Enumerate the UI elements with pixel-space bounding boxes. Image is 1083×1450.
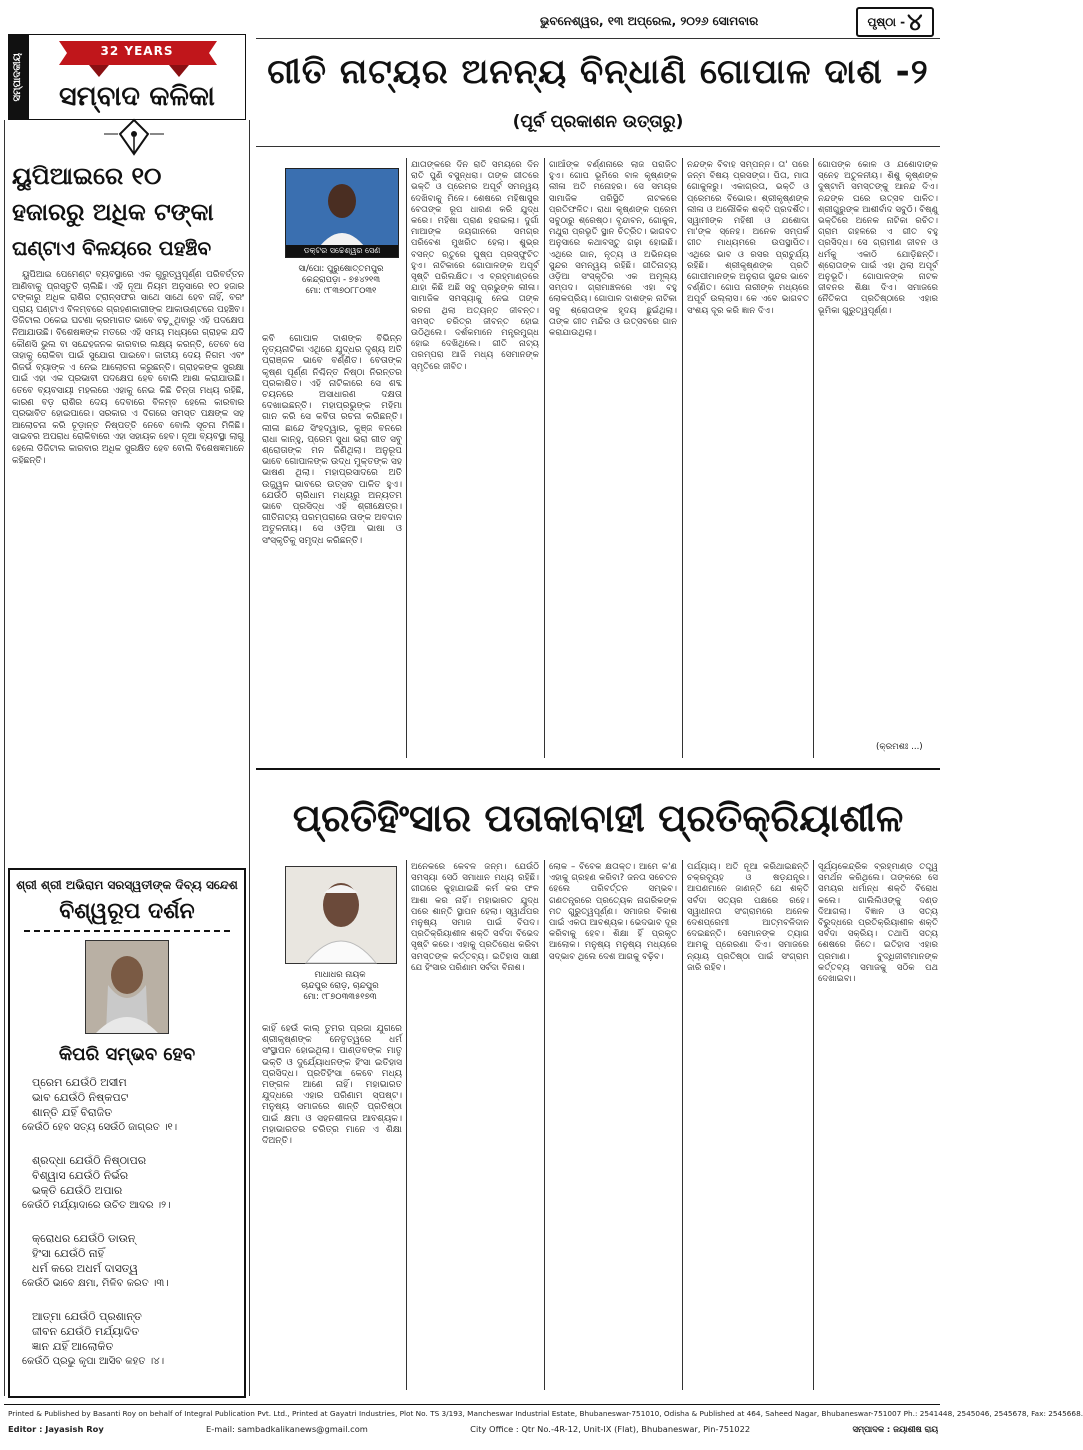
article2-column-2: ଅନେକରେ କେବଳ ଜନ୍ମ। ଯେଉଁଠି ସମସ୍ୟା ସେଠି ସମାଧାନ ମଧ୍ୟ ରହିଛି। ଗୀତାରେ କୁହାଯାଇଛି କର୍ମ କର ଫଳ ଆଶା କର ନାହିଁ। ମହାଭାରତ ଯୁଦ୍ଧ ପରେ ଶାନ୍ତି ସ୍ଥାପନ ହେଲା। ସ୍ୱାର୍ଥପର ମନୁଷ୍ୟ ସମାଜ ପାଇଁ ବିପଦ। ପ୍ରତିକ୍ରିୟାଶୀଳ ଶକ୍ତି ସର୍ବଦା ବିଭେଦ ସୃଷ୍ଟି କରେ। ଏହାକୁ ପ୍ରତିରୋଧ କରିବା ସମସ୍ତଙ୍କ କର୍ତ୍ତବ୍ୟ। ଇତିହାସ ସାକ୍ଷୀ ଯେ ହିଂସାର ପରିଣାମ ସର୍ବଦା ବିନାଶ। — [411, 862, 539, 973]
poem-line: ଆତ୍ମା ଯେଉଁଠି ପ୍ରଶାନ୍ତ — [32, 1310, 142, 1323]
page-number-box — [856, 7, 934, 37]
article1-photo-name: ଡକ୍ଟର ସଚ୍ଚେଶ୍ୱର ସେଣ — [286, 245, 398, 257]
anniversary-label: 32 YEARS — [100, 44, 174, 58]
poem-line: ଭକ୍ତି ଯେଉଁଠି ଅପାର — [32, 1184, 123, 1197]
left-headline-line-2: ହଜାରରୁ ଅଧିକ ଟଙ୍କା — [12, 198, 214, 226]
left-story-headline — [12, 158, 244, 266]
footer-row-2 — [8, 1424, 938, 1435]
article1-column-5: ଗୋପଙ୍କ କୋଳ ଓ ଯଶୋଦାଙ୍କ ସ୍ନେହ ଅତୁଳନୀୟ। ଶିଶୁ କୃଷ୍ଣଙ୍କ ଦୁଷ୍ଟାମି ସମସ୍ତଙ୍କୁ ଆନନ୍ଦ ଦିଏ। ନନ୍ଦଙ୍କ ଘରେ ଉତ୍ସବ ପାଳିତ। ଶ୍ରୀଗୁରୁଙ୍କ ଆଶୀର୍ବାଦ ସବୁଠି। ବିଷ୍ଣୁ ଭକ୍ତିରେ ଅନେକ ନାଟିକା ରଚିତ। ଗ୍ରାମ ଗହଳରେ ଏ ଗୀତ ବହୁ ପ୍ରସିଦ୍ଧ। ସେ ଗ୍ରାମୀଣ ଜୀବନ ଓ ଧର୍ମକୁ ଏକାଠି ଯୋଡ଼ିଛନ୍ତି। ଶ୍ରୋତାଙ୍କ ପାଇଁ ଏହା ଥିଲା ଅପୂର୍ବ ଅନୁଭୂତି। ଗୋପାଳଙ୍କ ନାଟକ ଜୀବନର ଶିକ୍ଷା ଦିଏ। ସମାଜରେ ନୈତିକତା ପ୍ରତିଷ୍ଠାରେ ଏହାର ଭୂମିକା ଗୁରୁତ୍ୱପୂର୍ଣ୍ଣ। — [818, 160, 938, 316]
poem-line: ଶ୍ରଦ୍ଧା ଯେଉଁଠି ନିଷ୍ଠାପର — [32, 1154, 147, 1167]
article1-author-box — [285, 168, 401, 328]
poem-stanza — [10, 1153, 244, 1213]
page-number: ୪ — [907, 8, 923, 36]
article2-author-phone: ମୋ: ୯୮୭୦୩୩୫୧୭୩ — [303, 992, 377, 1002]
article2-column-1: କାହିଁ ହେଉଁ କାଲ୍ ତୁମର ପ୍ରଜା ଯୁଗରେ ଶ୍ରୀକୃଷ୍ଣଙ୍କ ନେତୃତ୍ୱରେ ଧର୍ମ ସଂସ୍ଥାପନ ହୋଇଥିଲା। ପାଣ୍ଡବଙ୍କ ମାତୃ ଭକ୍ତି ଓ ଦୁର୍ଯ୍ୟୋଧନଙ୍କ ହିଂସା ଇତିହାସ ପ୍ରସିଦ୍ଧ। ପ୍ରତିହିଂସା କେବେ ମଧ୍ୟ ମଙ୍ଗଳ ଆଣେ ନାହିଁ। ମହାଭାରତ ଯୁଦ୍ଧରେ ଏହାର ପରିଣାମ ସ୍ପଷ୍ଟ। ମନୁଷ୍ୟ ସମାଜରେ ଶାନ୍ତି ପ୍ରତିଷ୍ଠା ପାଇଁ କ୍ଷମା ଓ ସହନଶୀଳତା ଆବଶ୍ୟକ। ମହାଭାରତର ଚରିତ୍ର ମାନେ ଏ ଶିକ୍ଷା ଦିଅନ୍ତି। — [262, 1024, 402, 1147]
column-rule — [813, 158, 814, 758]
article2-column-4: ପର୍ଯ୍ୟାୟ। ଅତି ନୂଆ କରିଥାଇଛନ୍ତି ଚକ୍ରବ୍ୟୂହ ଓ ଷଡ଼ଯନ୍ତ୍ର। ଆପଣମାନେ ଜାଣନ୍ତି ଯେ ଶକ୍ତି ସର୍ବଦା ସତ୍ୟର ପକ୍ଷରେ ରହେ। ସ୍ୱାଧୀନତା ସଂଗ୍ରାମରେ ଅନେକ ଦେଶପ୍ରେମୀ ଆତ୍ମବଳିଦାନ ଦେଇଛନ୍ତି। ସେମାନଙ୍କ ତ୍ୟାଗ ଆମକୁ ପ୍ରେରଣା ଦିଏ। ସମାଜରେ ନ୍ୟାୟ ପ୍ରତିଷ୍ଠା ପାଇଁ ସଂଗ୍ରାମ ଜାରି ରହିବ। — [687, 862, 809, 973]
article2-author-box — [285, 866, 401, 1016]
article1-column-1: କବି ଗୋପାଳ ଦାଶଙ୍କ ବିଭିନ୍ନ ନୃତ୍ୟନାଟିକା ଏଥିରେ ଯୁଦ୍ଧର ଦୃଶ୍ୟ ଅତି ପ୍ରାଞ୍ଜଳ ଭାବେ ବର୍ଣ୍ଣିତ। ବେତାଙ୍କ କୃଷ୍ଣ ପୂର୍ଣ୍ଣ ନିଶ୍ଚିନ୍ତ ନିଷ୍ଠା ନିରନ୍ତର ପ୍ରକାଶିତ। ଏହି ନାଟିକାରେ ସେ ଶବ୍ଦ ଚୟନରେ ଅସାଧାରଣ ଦକ୍ଷତା ଦେଖାଇଛନ୍ତି। ମହାପ୍ରଭୁଙ୍କ ମହିମା ଗାନ କରି ସେ କବିତା ରଚନା କରିଛନ୍ତି। ଲୀଳା ଛାନ୍ଦେ ସିଂହଦ୍ୱାର, କୁଞ୍ଜ ବନରେ ରାଧା କାନ୍ହୁ, ପ୍ରେମ ସୁଧା ଭରା ଗୀତ ସବୁ ଶ୍ରୋତାଙ୍କ ମନ ଜିଣିଥିଲା। ଅନୁରୂପ ଭାବେ ଗୋପାଳଙ୍କ ଉଦ୍ଧ ମୁକ୍ତଙ୍କ ସହ ଭାଷଣ ଥିଲା। ମହାପ୍ରସାଦରେ ଅତି ଉଜ୍ଜ୍ୱଳ ଭାବରେ ଉତ୍ସବ ପାଳିତ ହୁଏ। ଯେଉଁଠି ଚାରିଧାମ ମଧ୍ୟରୁ ଅନ୍ୟତମ ଭାବେ ପ୍ରସିଦ୍ଧ ଏହି ଶ୍ରୀକ୍ଷେତ୍ର। ଗୀତିନାଟ୍ୟ ପରମ୍ପରାରେ ତାଙ୍କ ଅବଦାନ ଅତୁଳନୀୟ। ସେ ଓଡ଼ିଆ ଭାଷା ଓ ସଂସ୍କୃତିକୁ ସମୃଦ୍ଧ କରିଛନ୍ତି। — [262, 334, 402, 546]
footer-editor: Editor : Jayasish Roy — [8, 1424, 104, 1434]
poem-line: କେଉଁଠି ପ୍ରଭୁ କୃପା ଆସିବ କହତ ।୪। — [22, 1356, 165, 1367]
column-rule — [406, 158, 407, 758]
poem-line: ଜୀବନ ଯେଉଁଠି ମର୍ଯ୍ୟାଦିତ — [32, 1325, 140, 1338]
article1-headline: ଗୀତି ନାଟ୍ୟର ଅନନ୍ୟ ବିନ୍ଧାଣି ଗୋପାଳ ଦାଶ -୨ — [267, 52, 929, 92]
column-rule — [544, 158, 545, 758]
article2-column-3: ଲୋକ – ବିବେକ କ୍ଷତାକ୍ତ। ଆମେ କ'ଣ ଏହାକୁ ଗ୍ରହଣ କରିବା? ଜନତା ସଚେତନ ହେଲେ ପରିବର୍ତ୍ତନ ସମ୍ଭବ। ଗଣତନ୍ତ୍ରରେ ପ୍ରତ୍ୟେକ ନାଗରିକଙ୍କ ମତ ଗୁରୁତ୍ୱପୂର୍ଣ୍ଣ। ସମାଜର ବିକାଶ ପାଇଁ ଏକତା ଆବଶ୍ୟକ। ଭେଦଭାବ ଦୂର କରିବାକୁ ହେବ। ଶିକ୍ଷା ହିଁ ପ୍ରକୃତ ଆଲୋକ। ମନୁଷ୍ୟ ମନୁଷ୍ୟ ମଧ୍ୟରେ ସଦ୍ଭାବ ଥିଲେ ଦେଶ ଆଗକୁ ବଢ଼ିବ। — [549, 862, 677, 962]
article-separator — [256, 768, 940, 770]
poem-line: ଭାବ ଯେଉଁଠି ନିଷ୍କପଟ — [32, 1091, 129, 1104]
author-portrait — [286, 169, 398, 257]
footer-email: E-mail: sambadkalikanews@gmail.com — [206, 1424, 368, 1434]
sermon-box — [8, 868, 246, 1398]
guru-portrait — [86, 941, 168, 1033]
header-rule — [256, 38, 940, 39]
column-rule — [682, 860, 683, 1390]
poem-line: ହିଂସା ଯେଉଁଠି ନାହିଁ — [32, 1247, 105, 1260]
article1-column-4: ନନ୍ଦଙ୍କ ବିବାହ ସମ୍ପନ୍ନ। ତା' ପରେ ଜନ୍ମ ବିଷୟ ପ୍ରସଙ୍ଗ। ପିତା, ମାତା ଗୋକୁଳରୁ। ଏକାଗ୍ରତା, ଭକ୍ତି ଓ ପ୍ରେମରେ ବିଭୋର। ଶ୍ରୀକୃଷ୍ଣଙ୍କ ଲୀଳା ଓ ଅଲୌକିକ ଶକ୍ତି ପ୍ରଦର୍ଶିତ। ସ୍ୱାମୀଙ୍କ ମହିଷୀ ଓ ଯଶୋଦା ମା'ଙ୍କ ସ୍ନେହ। ଅନେକ ସମ୍ପର୍କ ଗୀତ ମାଧ୍ୟମରେ ଉପସ୍ଥାପିତ। ଏଥିରେ ଭାବ ଓ ରସର ପ୍ରାଚୁର୍ଯ୍ୟ ରହିଛି। ଶ୍ରୀକୃଷ୍ଣଙ୍କ ପ୍ରତି ଗୋପୀମାନଙ୍କ ଅନୁରାଗ ସୁନ୍ଦର ଭାବେ ବର୍ଣ୍ଣିତ। ଗୋପ ନାରୀଙ୍କ ମଧ୍ୟରେ ଅପୂର୍ବ ଉଲ୍ଲାସ। କେ ଏବେ ଭାଗବତ ସଂଶୟ ଦୂର କରି ଜ୍ଞାନ ଦିଏ। — [687, 160, 809, 316]
poem-stanza — [10, 1231, 244, 1291]
poem-line: ଧର୍ମ କରେ ଅଧର୍ମ ଦାସତ୍ୱ — [32, 1262, 138, 1275]
left-headline-line-1: ୟୁପିଆଇରେ ୧୦ — [12, 162, 162, 190]
article1-author-district: କେନ୍ଦ୍ରାପଡ଼ା - ୭୫୪୨୧୩ — [301, 275, 381, 285]
article1-column-3: ଗାଆଁଙ୍କ ବର୍ଣ୍ଣନାରେ ଲାଜ ପରାଜିତ ହୁଏ। ଗୋପ ଭୂମିରେ ବାଳ କୃଷ୍ଣଙ୍କ ଲୀଳା ଅତି ମନୋହର। ସେ ସମୟର ସାମାଜିକ ପରିସ୍ଥିତି ନାଟକରେ ପ୍ରତିଫଳିତ। ରାଧା କୃଷ୍ଣଙ୍କ ପ୍ରେମ ସବୁଠାରୁ ଶ୍ରେଷ୍ଠ। ବୃନ୍ଦାବନ, ଗୋକୁଳ, ମଥୁରା ପ୍ରଭୃତି ସ୍ଥାନ ଚିତ୍ରିତ। ଭାଗବତ ଅନୁସାରେ କଥାବସ୍ତୁ ଗଢ଼ା ହୋଇଛି। ଏଥିରେ ଗାନ, ନୃତ୍ୟ ଓ ଅଭିନୟର ସୁନ୍ଦର ସମନ୍ୱୟ ରହିଛି। ଗୀତିନାଟ୍ୟ ଓଡ଼ିଆ ସଂସ୍କୃତିର ଏକ ଅମୂଲ୍ୟ ସମ୍ପଦ। ଗ୍ରାମାଞ୍ଚଳରେ ଏହା ବହୁ ଲୋକପ୍ରିୟ। ଗୋପାଳ ଦାଶଙ୍କ ନାଟିକା ସବୁ ଶ୍ରୋତାଙ୍କ ହୃଦୟ ଛୁଇଁଥିଲା। ତାଙ୍କ ଗୀତ ମନ୍ଦିର ଓ ଉତ୍ସବରେ ଗାନ କରାଯାଉଥିଲା। — [549, 160, 677, 339]
poem-line: କ୍ରୋଧର ଯେଉଁଠି ଡାଉନ୍ — [32, 1232, 136, 1245]
sermon-divider — [24, 930, 230, 932]
column-rule — [813, 860, 814, 1390]
poem-line: ଜ୍ଞାନ ଯହିଁ ଆଲୋକିତ — [32, 1340, 114, 1353]
article1-author-address: ସା/ପୋ: ପୁରୁଷୋତ୍ତମପୁର — [298, 264, 384, 274]
left-headline-line-3: ଘଣ୍ଟାଏ ବିଳୟରେ ପହଞ୍ଚିବ — [12, 236, 212, 260]
poem-line: ଶାନ୍ତି ଯହିଁ ବିରାଜିତ — [32, 1106, 113, 1119]
masthead-logo — [28, 34, 246, 120]
poem-line: କେଉଁଠି ଭାବେ କ୍ଷମା, ମିଳିବ କରତ ।୩। — [22, 1278, 169, 1289]
article2-headline: ପ୍ରତିହିଂସାର ପତାକାବାହୀ ପ୍ରତିକ୍ରିୟାଶୀଳ — [292, 796, 904, 840]
article2-author-name: ମାଧାଧର ନାୟକ — [314, 970, 366, 980]
footer-city-office: City Office : Qtr No.-4R-12, Unit-IX (Flat), Bhubaneswar, Pin-751022 — [470, 1424, 751, 1434]
article2-column-5: ସୂର୍ଯ୍ୟକେନ୍ଦ୍ରିକ ବ୍ରହ୍ମାଣ୍ଡ ତତ୍ତ୍ୱ ସମର୍ଥନ କରିଥିଲେ। ତାଙ୍କରେ ସେ ସମୟର ଧର୍ମାନ୍ଧ ଶକ୍ତି ବିରୋଧ କଲେ। ଗାଲିଲିଓଙ୍କୁ ଦଣ୍ଡ ଦିଆଗଲା। ବିଜ୍ଞାନ ଓ ସତ୍ୟ ବିରୁଦ୍ଧରେ ପ୍ରତିକ୍ରିୟାଶୀଳ ଶକ୍ତି ସର୍ବଦା ସକ୍ରିୟ। ତଥାପି ସତ୍ୟ ଶେଷରେ ଜିତେ। ଇତିହାସ ଏହାର ପ୍ରମାଣ। ବୁଦ୍ଧିଜୀବୀମାନଙ୍କ କର୍ତ୍ତବ୍ୟ ସମାଜକୁ ସଠିକ ପଥ ଦେଖାଇବା। — [818, 862, 938, 985]
column-rule — [682, 158, 683, 758]
sermon-poem — [10, 1075, 244, 1369]
article1-column-2: ଯାତାଙ୍କରେ ଦିନ ରାତି ସମୟରେ ଦିନ ରାତି ପୁଣି ବସୁନ୍ଧରା। ତାଙ୍କ ଗୀତରେ ଭକ୍ତି ଓ ପ୍ରେମର ଅପୂର୍ବ ସମନ୍ୱୟ ଦେଖିବାକୁ ମିଳେ। ଶେଷରେ ମହିଷାସୁର ବେତାଙ୍କ ରୂପ ଧାରଣ କରି ଯୁଦ୍ଧ କରେ। ମହିଷା ପ୍ରାଣ ହରାଇଲା। ଦୁର୍ଗା ମାଆଙ୍କ ଜୟଗାନରେ ସମଗ୍ର ପରିବେଶ ମୁଖରିତ ହେଲା। ଶୁଭ୍ର ବସନ୍ତ ଋତୁରେ ପୁଷ୍ପ ପ୍ରସ୍ଫୁଟିତ ହୁଏ। ନାଟିକାରେ ଗୋପାଳଙ୍କ ଅପୂର୍ବ ସୃଷ୍ଟି ପରିଲକ୍ଷିତ। ଏ ବ୍ରହ୍ମାଣ୍ଡରେ ଯାହା କିଛି ଅଛି ସବୁ ପ୍ରଭୁଙ୍କ ଲୀଳା। ସାମାଜିକ ସମସ୍ୟାକୁ ନେଇ ତାଙ୍କ ରଚନା ଥିଲା ଅତ୍ୟନ୍ତ ଜୀବନ୍ତ। ସମସ୍ତ ଚରିତ୍ର ଜୀବନ୍ତ ହୋଇ ଉଠିଥିଲେ। ଦର୍ଶକମାନେ ମନ୍ତ୍ରମୁଗ୍ଧ ହୋଇ ଦେଖିଥିଲେ। ଗୀତି ନାଟ୍ୟ ପରମ୍ପରା ଆଜି ମଧ୍ୟ ସେମାନଙ୍କ ସ୍ମୃତିରେ ଜୀବିତ। — [411, 160, 539, 372]
article2-author-photo — [285, 866, 397, 964]
sermon-subtitle: କିପରି ସମ୍ଭବ ହେବ — [58, 1044, 196, 1065]
page-label: ପୃଷ୍ଠା - — [867, 14, 906, 29]
sermon-photo — [85, 940, 169, 1034]
author-portrait — [286, 867, 396, 963]
article1-author-phone: ମୋ: ୯୮୩୭୦୮୮୦୩୧ — [305, 286, 377, 296]
poem-line: ବିଶ୍ୱାସ ଯେଉଁଠି ନିର୍ଭର — [32, 1169, 129, 1182]
article1-subhead: (ପୂର୍ବ ପ୍ରକାଶନ ଉତ୍ତାରୁ) — [512, 112, 684, 132]
poem-stanza — [10, 1309, 244, 1369]
left-story-body: ୟୁପିଆଇ ପେମେଣ୍ଟ ବ୍ୟବସ୍ଥାରେ ଏକ ଗୁରୁତ୍ୱପୂର୍ଣ୍ଣ ପରିବର୍ତ୍ତନ ଆଣିବାକୁ ପ୍ରସ୍ତୁତି ଚାଲିଛି। ଏହି ନୂଆ ନିୟମ ଅନୁସାରେ ୧୦ ହଜାର ଟଙ୍କାରୁ ଅଧିକ ରାଶିର ଟ୍ରାନ୍ସଫର ସାଥେ ସାଥେ ହେବ ନାହିଁ, ବରଂ ପ୍ରାୟ ଘଣ୍ଟାଏ ବିଳମ୍ବରେ ଗ୍ରହଣକାରୀଙ୍କ ଆକାଉଣ୍ଟରେ ପହଞ୍ଚିବ। ଡିଜିଟାଲ ଠକେଇ ଘଟଣା କ୍ରମାଗତ ଭାବେ ବଢ଼ୁଥିବାରୁ ଏହି ପଦକ୍ଷେପ ନିଆଯାଉଛି। ବିଶେଷଜ୍ଞଙ୍କ ମତରେ ଏହି ସମୟ ମଧ୍ୟରେ ଗ୍ରାହକ ଯଦି କୌଣସି ଭୁଲ ବା ସନ୍ଦେହଜନକ କାରବାର ଲକ୍ଷ୍ୟ କରନ୍ତି, ତେବେ ସେ ତାହାକୁ ରୋକିବା ପାଇଁ ସୁଯୋଗ ପାଇବେ। ଜାତୀୟ ଦେୟ ନିଗମ ଏବଂ ରିଜର୍ଭ ବ୍ୟାଙ୍କ ଏ ନେଇ ଆଲୋଚନା କରୁଛନ୍ତି। ଗ୍ରାହକଙ୍କ ସୁରକ୍ଷା ପାଇଁ ଏହା ଏକ ପ୍ରଭାବୀ ପଦକ୍ଷେପ ହେବ ବୋଲି ଆଶା କରାଯାଉଛି। ତେବେ ବ୍ୟବସାୟୀ ମହଲରେ ଏହାକୁ ନେଇ କିଛି ଚିନ୍ତା ମଧ୍ୟ ରହିଛି, କାରଣ ବଡ଼ ରାଶିର ଦେୟ ଦେବାରେ ବିଳମ୍ବ ହେଲେ କାରବାର ପ୍ରଭାବିତ ହୋଇପାରେ। ସରକାର ଏ ଦିଗରେ ସମସ୍ତ ପକ୍ଷଙ୍କ ସହ ଆଲୋଚନା କରି ଚୂଡ଼ାନ୍ତ ନିଷ୍ପତ୍ତି ନେବେ ବୋଲି ସୂଚନା ମିଳିଛି। ସାଇବର ଅପରାଧ ରୋକିବାରେ ଏହା ସହାୟକ ହେବ। ନୂଆ ବ୍ୟବସ୍ଥା ଲାଗୁ ହେଲେ ଡିଜିଟାଲ କାରବାର ଅଧିକ ସୁରକ୍ଷିତ ହେବ ବୋଲି ବିଶେଷଜ୍ଞମାନେ କହିଛନ୍ତି। — [12, 270, 244, 466]
poem-line: କେଉଁଠି ମର୍ଯ୍ୟାଦାରେ ଉଚିତ ଆଦର ।୨। — [22, 1200, 171, 1211]
column-rule — [544, 860, 545, 1390]
column-rule — [406, 860, 407, 1390]
date-line: ଭୁବନେଶ୍ୱର, ୧୩ ଅପ୍ରେଲ, ୨୦୨୬ ସୋମବାର — [540, 14, 759, 28]
sermon-title-2: ବିଶ୍ୱରୂପ ଦର୍ଶନ — [59, 899, 195, 924]
article1-continued: (କ୍ରମଶଃ ...) — [876, 742, 923, 752]
footer-rule — [4, 1404, 940, 1405]
article2-author-address: ଚାନ୍ଦପୁର ରୋଡ଼, ଚାନ୍ଦପୁର — [301, 981, 379, 991]
masthead-name: ସମ୍ବାଦ କଳିକା — [59, 81, 215, 112]
side-tab: ସମ୍ପାଦକୀୟ — [8, 34, 28, 120]
footer-imprint: Printed & Published by Basanti Roy on behalf of Integral Publication Pvt. Ltd., Printed at Gayatri Industries, Plot No. TS 3/193, Mancheswar Industrial Estate, Bhubaneswar-751010, Odisha & Published at 464, Saheed Nagar, Bhubaneswar-751007 Ph.: 2541448, 2545046, 2545678, Fax: 2545668. — [8, 1409, 1083, 1418]
poem-line: କେଉଁଠି ହେବ ସତ୍ୟ ସେଉଁଠି ଜାଗ୍ରତ ।୧। — [22, 1122, 178, 1133]
sermon-title-1: ଶ୍ରୀ ଶ୍ରୀ ଅଭିରାମ ସରସ୍ୱତୀଙ୍କ ଦିବ୍ୟ ସନ୍ଦେଶ — [16, 878, 238, 892]
footer-editor-signature: ସମ୍ପାଦକ : ଜୟାଶୀଷ ରାୟ — [852, 1424, 938, 1434]
article1-top-rule — [256, 146, 940, 147]
poem-line: ପ୍ରେମ ଯେଉଁଠି ଅସୀମ — [32, 1076, 127, 1089]
poem-stanza — [10, 1075, 244, 1135]
article1-author-photo — [285, 168, 399, 258]
